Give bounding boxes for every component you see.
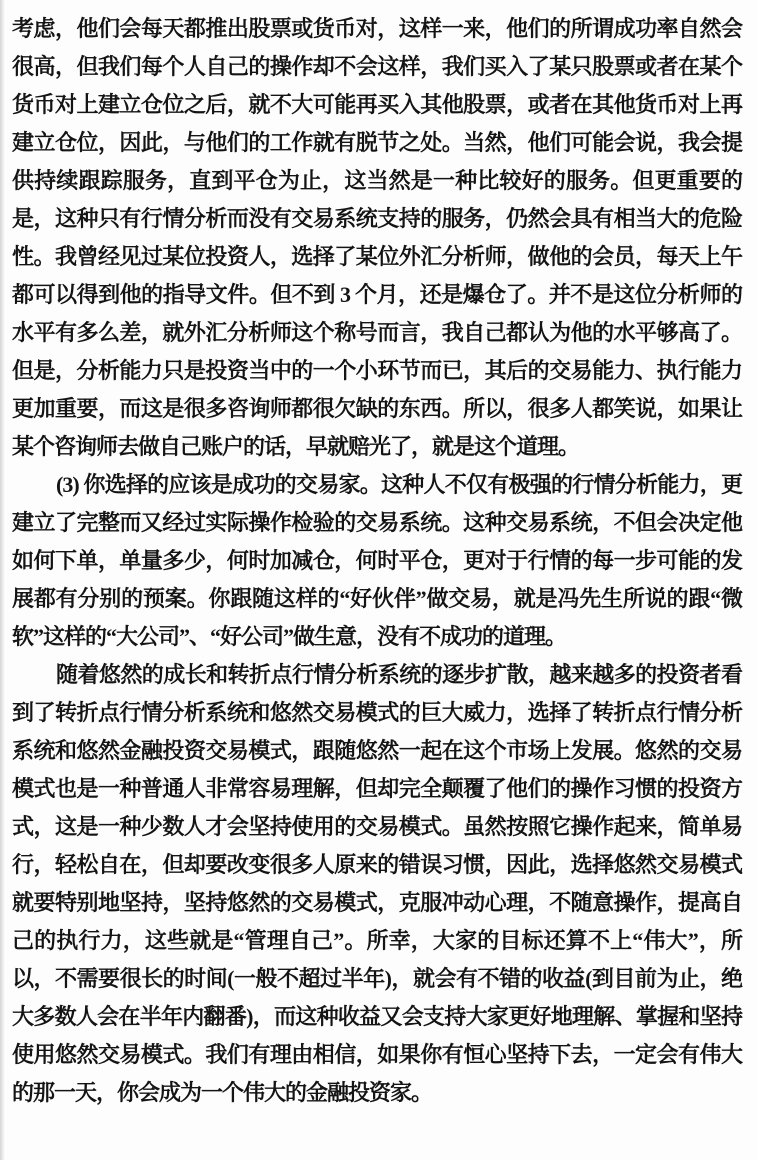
paragraph-point-3: (3) 你选择的应该是成功的交易家。这种人不仅有极强的行情分析能力，更建立了完整而又经过实际操作检验的交易系统。这种交易系统，不但会决定他如何下单，单量多少，何时加减仓，何时平仓，更对于行情的每一步可能的发展都有分别的预案。你跟随这样的“好伙伴”做交易，就是冯先生所说的跟“微软”这样的“大公司”、“好公司”做生意，没有不成功的道理。: [12, 472, 742, 649]
paragraph-closing: 随着悠然的成长和转折点行情分析系统的逐步扩散，越来越多的投资者看到了转折点行情分析系统和悠然交易模式的巨大威力，选择了转折点行情分析系统和悠然金融投资交易模式，跟随悠然一起在这个市场上发展。悠然的交易模式也是一种普通人非常容易理解，但却完全颠覆了他们的操作习惯的投资方式，这是一种少数人才会坚持使用的交易模式。虽然按照它操作起来，简单易行，轻松自在，但却要改变很多人原来的错误习惯，因此，选择悠然交易模式就要特别地坚持，坚持悠然的交易模式，克服冲动心理，不随意操作，提高自己的执行力，这些就是“管理自己”。所幸，大家的目标还算不上“伟大”，所以，不需要很长的时间(一般不超过半年)，就会有不错的收益(到目前为止，绝大多数人会在半年内翻番)，而这种收益又会支持大家更好地理解、掌握和坚持使用悠然交易模式。我们有理由相信，如果你有恒心坚持下去，一定会有伟大的那一天，你会成为一个伟大的金融投资家。: [12, 662, 742, 1105]
scan-edge-artifact: [0, 0, 5, 1160]
paragraph-continuation: 考虑，他们会每天都推出股票或货币对，这样一来，他们的所谓成功率自然会很高，但我们每个人自己的操作却不会这样，我们买入了某只股票或者在某个货币对上建立仓位之后，就不大可能再买入其他股票，或者在其他货币对上再建立仓位，因此，与他们的工作就有脱节之处。当然，他们可能会说，我会提供持续跟踪服务，直到平仓为止，这当然是一种比较好的服务。但更重要的是，这种只有行情分析而没有交易系统支持的服务，仍然会具有相当大的危险性。我曾经见过某位投资人，选择了某位外汇分析师，做他的会员，每天上午都可以得到他的指导文件。但不到 3 个月，还是爆仓了。并不是这位分析师的水平有多么差，就外汇分析师这个称号而言，我自己都认为他的水平够高了。但是，分析能力只是投资当中的一个小环节而已，其后的交易能力、执行能力更加重要，而这是很多咨询师都很欠缺的东西。所以，很多人都笑说，如果让某个咨询师去做自己账户的话，早就赔光了，就是这个道理。: [12, 16, 742, 459]
